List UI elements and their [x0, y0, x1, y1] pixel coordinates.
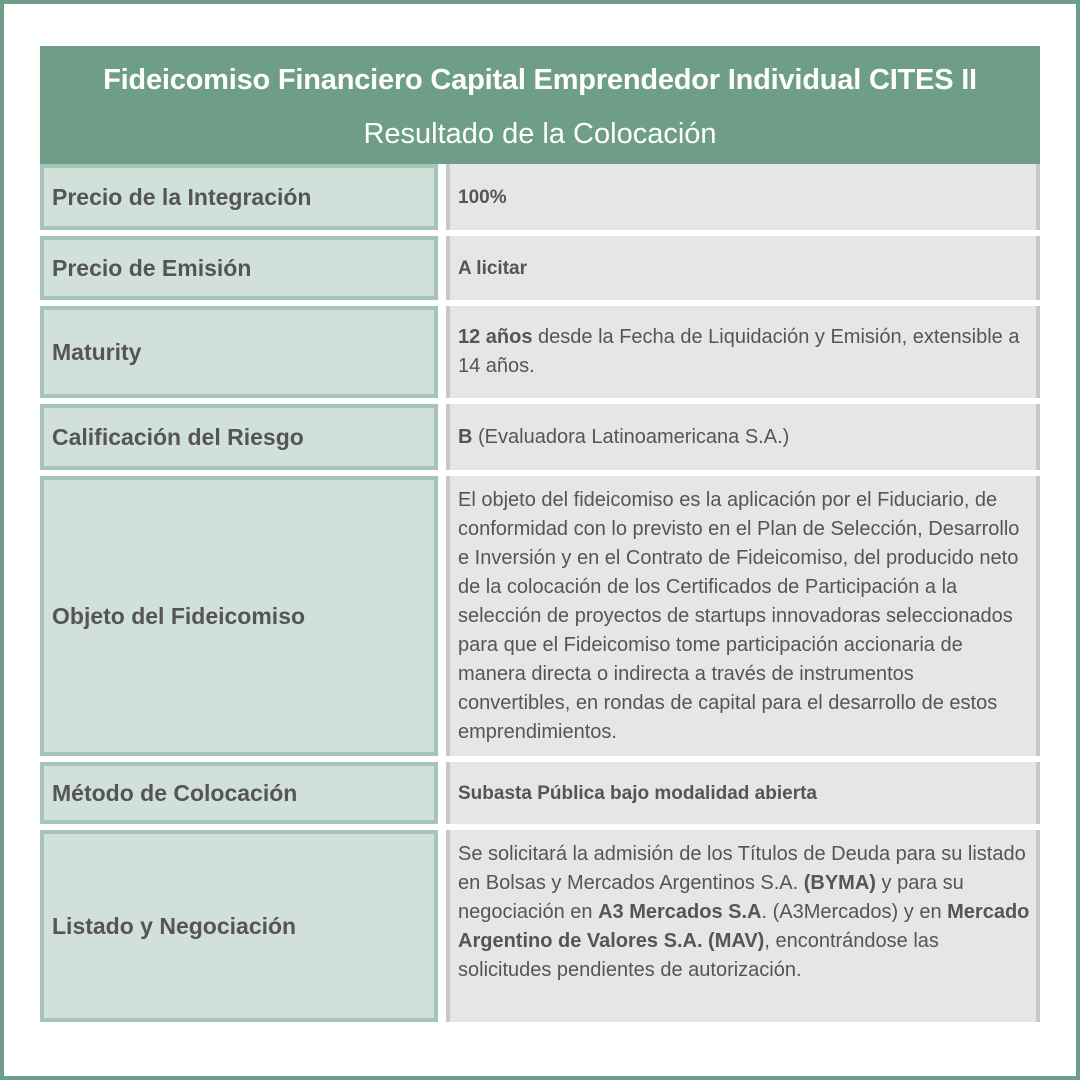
row-maturity: [40, 306, 1040, 398]
row-listado: [40, 830, 1040, 1022]
row-value: Subasta Pública bajo modalidad abierta: [446, 762, 1040, 824]
card-title: Fideicomiso Financiero Capital Emprendedor Individual CITES II: [103, 64, 977, 96]
value-bold: (BYMA): [803, 872, 876, 894]
row-label: Método de Colocación: [40, 762, 438, 824]
row-value: [446, 476, 1040, 756]
value-text: El objeto del fideicomiso es la aplicación por el Fiduciario, de conformidad con lo previsto en el Plan de Selección, Desarrollo e Inversión y en el Contrato de Fideicomiso, del producido neto de la colocación de los Certificados de Participación a la selección de proyectos de startups innovadoras seleccionados para que el Fideicomiso tome participación accionaria de manera directa o indirecta a través de instrumentos convertibles, en rondas de capital para el desarrollo de estos emprendimientos.: [458, 489, 1020, 743]
row-label: Maturity: [40, 306, 438, 398]
row-value: [446, 306, 1040, 398]
value-bold: Mercado Argentino de Valores S.A. (MAV): [458, 901, 1030, 952]
row-value: 100%: [446, 164, 1040, 230]
info-card: [40, 46, 1040, 1022]
row-label: Objeto del Fideicomiso: [40, 476, 438, 756]
row-metodo: [40, 762, 1040, 824]
row-calificacion: [40, 404, 1040, 470]
row-objeto: [40, 476, 1040, 756]
row-value: [446, 404, 1040, 470]
info-rows: [40, 164, 1040, 1022]
value-text: . (A3Mercados) y en: [761, 901, 948, 923]
value-text: desde la Fecha de Liquidación y Emisión, extensible a 14 años.: [458, 326, 1020, 377]
value-bold: A3 Mercados S.A: [598, 901, 762, 923]
row-label: Listado y Negociación: [40, 830, 438, 1022]
row-precio-integracion: [40, 164, 1040, 230]
value-text: Se solicitará la admisión de los Títulos de Deuda para su listado en Bolsas y Mercados Argentinos S.A.: [458, 843, 1026, 894]
row-label: Precio de la Integración: [40, 164, 438, 230]
row-precio-emision: [40, 236, 1040, 300]
value-text: y para su negociación en: [458, 872, 964, 923]
row-value: A licitar: [446, 236, 1040, 300]
row-value: [446, 830, 1040, 1022]
card-header: [40, 46, 1040, 164]
card-subtitle: Resultado de la Colocación: [363, 118, 717, 150]
value-text: (Evaluadora Latinoamericana S.A.): [472, 425, 790, 448]
row-label: Calificación del Riesgo: [40, 404, 438, 470]
value-text: , encontrándose las solicitudes pendientes de autorización.: [458, 930, 939, 981]
row-label: Precio de Emisión: [40, 236, 438, 300]
value-bold: B: [458, 425, 473, 448]
value-bold: 12 años: [458, 326, 533, 348]
